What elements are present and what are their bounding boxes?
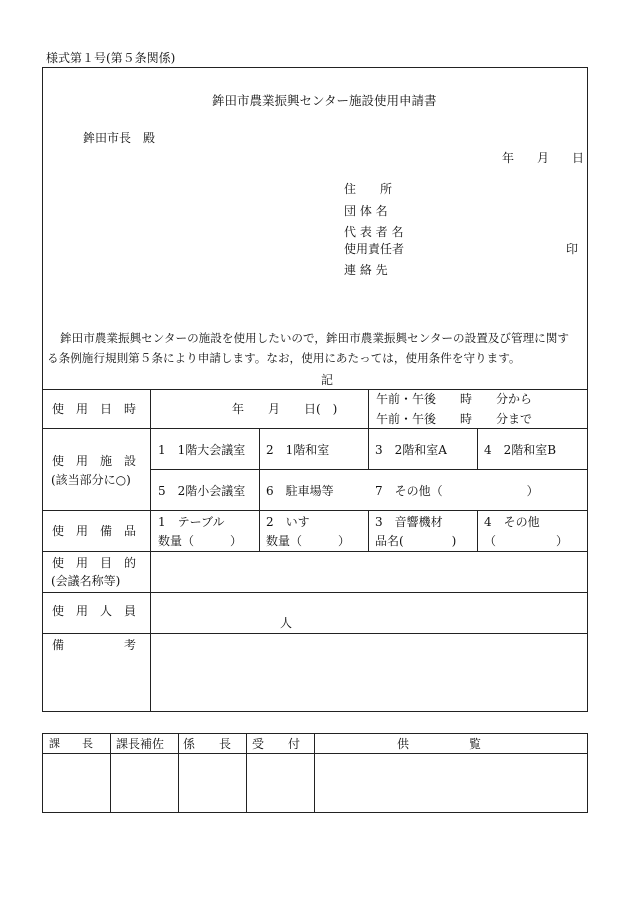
approval-header-line xyxy=(42,753,588,754)
facility-option-2: 2 1階和室 xyxy=(266,443,330,457)
equipment-1-qty: 数量（ ） xyxy=(158,534,243,548)
col-line-c xyxy=(477,428,478,470)
equipment-1-name: 1 テーブル xyxy=(158,515,225,529)
datetime-to: 午前・午後 時 分まで xyxy=(376,412,533,426)
remarks-label: 備 考 xyxy=(52,638,137,652)
row-line-2 xyxy=(42,510,588,511)
facility-mid-line xyxy=(150,469,588,470)
group-label: 団 体 名 xyxy=(344,204,388,218)
approval-col-1 xyxy=(110,733,111,813)
facility-option-3: 3 2階和室A xyxy=(375,443,447,457)
date-day: 日 xyxy=(572,151,585,165)
approval-col-3 xyxy=(246,733,247,813)
equipment-2-qty: 数量（ ） xyxy=(266,534,351,548)
facility-option-6: 6 駐車場等 xyxy=(266,484,334,498)
label-column-line xyxy=(150,389,151,712)
col-line-a xyxy=(259,428,260,551)
addressee: 鉾田市長 殿 xyxy=(83,131,156,145)
equipment-4-qty: （ ） xyxy=(484,534,569,548)
approval-col-4 xyxy=(314,733,315,813)
people-unit: 人 xyxy=(280,616,293,630)
representative-label: 代 表 者 名 xyxy=(344,225,404,239)
equipment-3-qty: 品名( ) xyxy=(375,534,457,548)
date-year: 年 xyxy=(502,151,515,165)
col-line-c2 xyxy=(477,510,478,551)
approval-deputy: 課長補佐 xyxy=(116,737,165,751)
approval-staff: 係 長 xyxy=(183,737,232,751)
contact-label: 連 絡 先 xyxy=(344,263,388,277)
ki-mark: 記 xyxy=(321,373,334,387)
row-line-5 xyxy=(42,633,588,634)
address-label: 住 所 xyxy=(344,182,393,196)
seal-mark: 印 xyxy=(566,242,579,256)
body-line-1: 鉾田市農業振興センターの施設を使用したいので，鉾田市農業振興センターの設置及び管理に関す xyxy=(60,331,569,345)
facility-label: 使 用 施 設 xyxy=(52,454,137,468)
table-top-line xyxy=(42,389,588,390)
row-line-4 xyxy=(42,592,588,593)
form-title: 鉾田市農業振興センター施設使用申請書 xyxy=(212,93,437,108)
col-line-b xyxy=(368,428,369,470)
datetime-split-line xyxy=(368,389,369,428)
datetime-label: 使 用 日 時 xyxy=(52,402,137,416)
col-line-b2 xyxy=(368,510,369,551)
facility-option-5: 5 2階小会議室 xyxy=(158,484,246,498)
equipment-4-name: 4 その他 xyxy=(484,515,540,529)
facility-option-4: 4 2階和室B xyxy=(484,443,557,457)
row-line-1 xyxy=(42,428,588,429)
datetime-date: 年 月 日( ) xyxy=(232,402,338,416)
approval-circulation: 供 覧 xyxy=(397,737,482,751)
approval-col-2 xyxy=(178,733,179,813)
approval-chief: 課 長 xyxy=(49,737,93,750)
row-line-3 xyxy=(42,551,588,552)
purpose-label: 使 用 目 的 xyxy=(52,556,137,570)
body-line-2: る条例施行規則第５条により申請します。なお，使用にあたっては，使用条件を守ります。 xyxy=(47,351,521,365)
facility-option-7: 7 その他（ ） xyxy=(375,484,539,498)
facility-option-1: 1 1階大会議室 xyxy=(158,443,246,457)
facility-sublabel: (該当部分に○) xyxy=(51,473,131,487)
equipment-label: 使 用 備 品 xyxy=(52,524,137,538)
equipment-3-name: 3 音響機材 xyxy=(375,515,443,529)
datetime-from: 午前・午後 時 分から xyxy=(376,392,533,406)
purpose-sublabel: (会議名称等) xyxy=(51,574,121,588)
date-month: 月 xyxy=(537,151,550,165)
form-number: 様式第１号(第５条関係) xyxy=(46,51,176,65)
responsible-label: 使用責任者 xyxy=(344,242,405,256)
approval-received: 受 付 xyxy=(252,737,301,751)
equipment-2-name: 2 いす xyxy=(266,515,310,529)
people-label: 使 用 人 員 xyxy=(52,604,137,618)
